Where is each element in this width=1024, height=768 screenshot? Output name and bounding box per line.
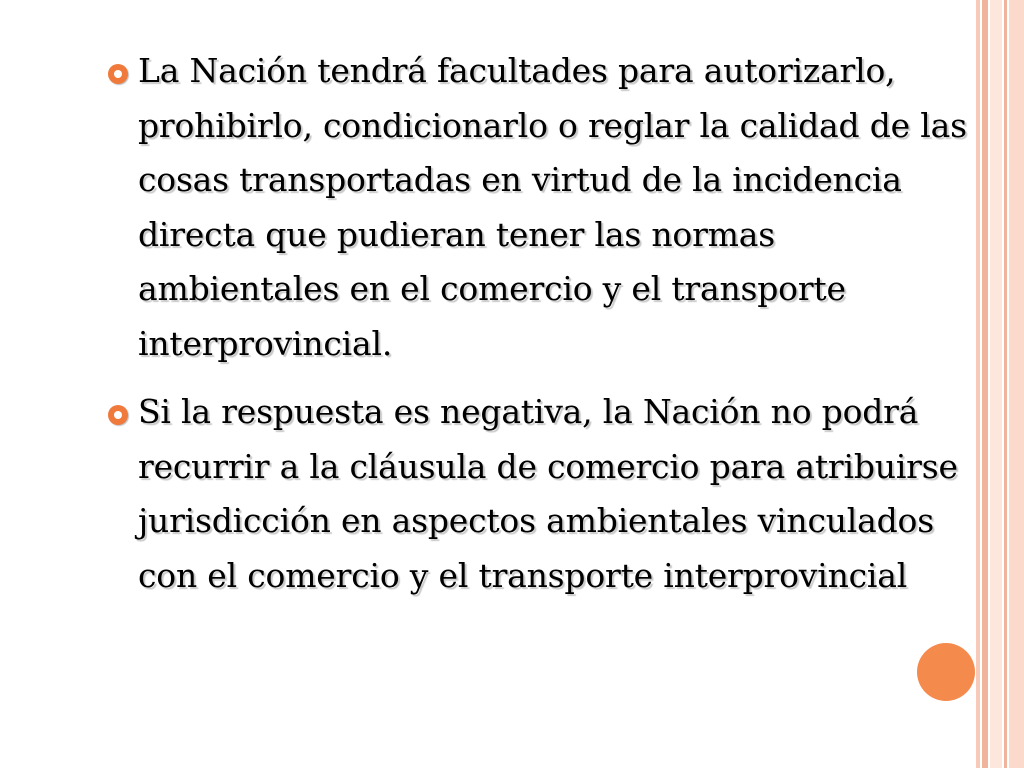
decorative-stripe bbox=[982, 0, 988, 768]
orange-circle-icon bbox=[917, 643, 975, 701]
decorative-stripe bbox=[990, 0, 1002, 768]
bullet-text: Si la respuesta es negativa, la Nación no podrá recurrir a la cláusula de comercio para atribuirse jurisdicción en aspectos ambientales vinculados con el comercio y el transporte interprovincial bbox=[138, 392, 958, 595]
circle-bullet-icon bbox=[108, 64, 128, 84]
bullet-text: La Nación tendrá facultades para autorizarlo, prohibirlo, condicionarlo o reglar la calidad de las cosas transportadas en virtud de la incidencia directa que pudieran tener las normas ambientales en el comercio y el transporte interprovincial. bbox=[138, 51, 967, 363]
bullet-list bbox=[108, 44, 976, 617]
decorative-stripe bbox=[1004, 0, 1007, 768]
decorative-stripe bbox=[1009, 0, 1024, 768]
bullet-item bbox=[108, 44, 976, 371]
decorative-stripe bbox=[976, 0, 980, 768]
bullet-item bbox=[108, 385, 976, 603]
circle-bullet-icon bbox=[108, 405, 128, 425]
